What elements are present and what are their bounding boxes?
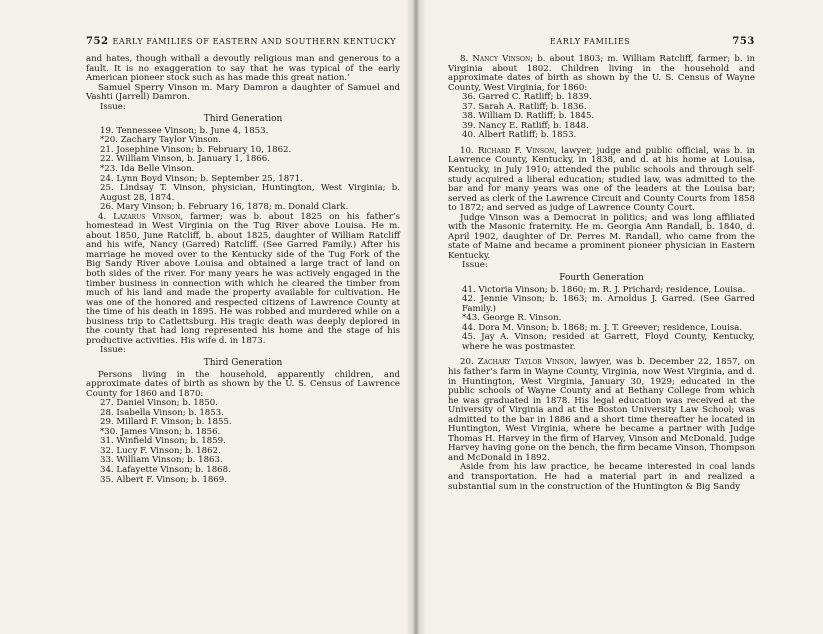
list-item: 28. Isabella Vinson; b. 1853. [100, 407, 224, 418]
lazarus-paragraph [86, 213, 400, 347]
list-item: 26. Mary Vinson; b. February 16, 1878; m. Donald Clark. [100, 202, 349, 213]
left-page-number: 752 [86, 36, 109, 47]
list-item: *20. Zachary Taylor Vinson. [100, 135, 221, 146]
entry-name: Richard F. Vinson [477, 145, 555, 156]
list-item: 44. Dora M. Vinson; b. 1868; m. J. T. Greever; residence, Louisa. [462, 322, 743, 333]
list-item: *43. George R. Vinson. [462, 313, 562, 324]
samuel-paragraph: Samuel Sperry Vinson m. Mary Damron a daughter of Samuel and Vashti (Jarrell) Damron. [86, 82, 400, 103]
list-item: 42. Jennie Vinson; b. 1863; m. Arnoldus J. Garred. (See Garred Family.) [462, 294, 755, 314]
left-page-body [86, 55, 400, 485]
issue-label: Issue: [462, 260, 488, 271]
left-running-head: EARLY FAMILIES OF EASTERN AND SOUTHERN KENTUCKY [112, 37, 397, 46]
persons-paragraph: Persons living in the household, apparently children, and approximate dates of birth as shown by the U. S. Census of Lawrence County for 1860 and 1870: [86, 369, 400, 399]
list-item: 31. Winfield Vinson; b. 1859. [100, 436, 226, 447]
list-item: 19. Tennessee Vinson; b. June 4, 1853. [100, 125, 269, 136]
generation-heading: Fourth Generation [559, 273, 644, 284]
list-item: 38. William D. Ratliff; b. 1845. [462, 111, 595, 122]
list-item: 36. Garred C. Ratliff; b. 1839. [462, 92, 592, 103]
entry-number: 4. [98, 211, 107, 222]
entry-text: ; b. about 1803; m. William Ratcliff, farmer; b. in Virginia about 1802. Children living in the household and approximate dates of birth as shown by the U. S. Census of Wayne County, West Virginia, for 1860: [448, 54, 755, 93]
children-list-1 [86, 127, 400, 213]
entry-text: , lawyer, judge and public official, was b. in Lawrence County, Kentucky, in 1838, and d. at his home at Louisa, Kentucky, in July 1910; attended the public schools and through self-study acquired a liberal education; studied law, was admitted to the bar and for many years was one of the leaders at the Louisa bar; served as clerk of the Lawrence Circuit and County Courts from 1858 to 1872; and served as judge of Lawrence County Court. [448, 145, 756, 214]
list-item: 40. Albert Ratliff; b. 1853. [462, 130, 577, 141]
entry-number: 8. [460, 54, 469, 64]
list-item: 33. William Vinson; b. 1863. [100, 455, 223, 466]
list-item: *23. Ida Belle Vinson. [100, 164, 195, 175]
list-item: *30. James Vinson; b. 1856. [100, 426, 221, 437]
list-item: 35. Albert F. Vinson; b. 1869. [100, 474, 227, 485]
list-item: 25. Lindsay T. Vinson, physician, Huntington, West Virginia; b. August 28, 1874. [100, 183, 400, 203]
list-item: 29. Millard F. Vinson; b. 1855. [100, 417, 232, 428]
intro-paragraph: and hates, though withall a devoutly religious man and generous to a fault. It is no exaggeration to say that he was typical of the early American pioneer stock such as has made this great nation.’ [86, 54, 400, 84]
children-list-3 [448, 93, 755, 141]
issue-label: Issue: [100, 101, 126, 112]
aside-paragraph: Aside from his law practice, he became interested in coal lands and transportation. He had a material part in and realized a substantial sum in the construction of the Huntington & Big Sandy [448, 462, 755, 492]
list-item: 37. Sarah A. Ratliff; b. 1836. [462, 101, 587, 112]
list-item: 24. Lynn Boyd Vinson; b. September 25, 1871. [100, 173, 303, 184]
right-page-header [448, 36, 755, 47]
right-page [412, 0, 823, 634]
right-page-body [448, 55, 755, 492]
list-item: 39. Nancy E. Ratliff; b. 1848. [462, 120, 589, 131]
generation-heading: Third Generation [203, 114, 283, 125]
entry-text: , lawyer, was b. December 22, 1857, on his father’s farm in Wayne County, Virginia, now West Virginia, and d. in Huntington, West Virginia, January 30, 1929; educated in the public schools of Wayne County and at Bethany College from which he was graduated in 1878. His legal education was received at the University of Virginia and at the Boston University Law School; was admitted to the bar in 1886 and a short time thereafter he located in Huntington, West Virginia, where he became a partner with Judge Thomas H. Harvey in the firm of Harvey, Vinson and McDonald. Judge Harvey having gone on the bench, the firm became Vinson, Thompson and McDonald in 1892. [448, 357, 756, 463]
list-item: 22. William Vinson, b. January 1, 1866. [100, 154, 270, 165]
entry-text: , farmer; was b. about 1825 on his father’s homestead in West Virginia on the Tug River above Louisa. He m. about 1850, June Ratcliff, b. about 1825, daughter of William Ratcliff and his wife, Nancy (Garred) Ratcliff. (See Garred Family.) After his marriage he moved over to the Kentucky side of the Tug Fork of the Big Sandy River above Louisa and obtained a large tract of land on both sides of the river. For many years he was actively engaged in the timber business in connection with which he cleared the timber from much of his land and made the property available for cultivation. He was one of the honored and respected citizens of Lawrence County at the time of his death in 1895. He was robbed and murdered while on a business trip to Catlettsburg. His tragic death was deeply deplored in the county that had long represented his home and the stage of his productive activities. His wife d. in 1873. [86, 211, 401, 346]
entry-number: 10. [460, 145, 474, 156]
children-list-2 [86, 399, 400, 485]
entry-number: 20. [460, 357, 474, 368]
entry-name: Zachary Taylor Vinson [477, 357, 574, 368]
zachary-paragraph [448, 358, 755, 463]
list-item: 27. Daniel Vinson; b. 1850. [100, 398, 218, 409]
nancy-paragraph [448, 55, 755, 93]
entry-name: Lazarus Vinson [113, 211, 181, 222]
left-page-header [86, 36, 400, 47]
list-item: 21. Josephine Vinson; b. February 10, 1862. [100, 144, 292, 155]
list-item: 32. Lucy F. Vinson; b. 1862. [100, 445, 221, 456]
list-item: 34. Lafayette Vinson; b. 1868. [100, 464, 231, 475]
list-item: 41. Victoria Vinson; b. 1860; m. R. J. Prichard; residence, Louisa. [462, 284, 746, 295]
generation-heading: Third Generation [203, 357, 283, 368]
children-list-4 [448, 286, 755, 353]
right-page-number: 753 [732, 36, 755, 47]
right-running-head: EARLY FAMILIES [549, 37, 631, 46]
richard-paragraph [448, 147, 755, 214]
issue-label: Issue: [100, 345, 126, 356]
list-item: 45. Jay A. Vinson; resided at Garrett, Floyd County, Kentucky, where he was postmaster. [462, 332, 755, 352]
judge-paragraph: Judge Vinson was a Democrat in politics; and was long affiliated with the Masonic fraternity. He m. Georgia Ann Randall, b. 1840, d. April 1902, daughter of Dr. Perres M. Randall, who came from the state of Maine and became a prominent pioneer physician in Eastern Kentucky. [448, 212, 755, 261]
entry-name: Nancy Vinson [472, 54, 531, 64]
